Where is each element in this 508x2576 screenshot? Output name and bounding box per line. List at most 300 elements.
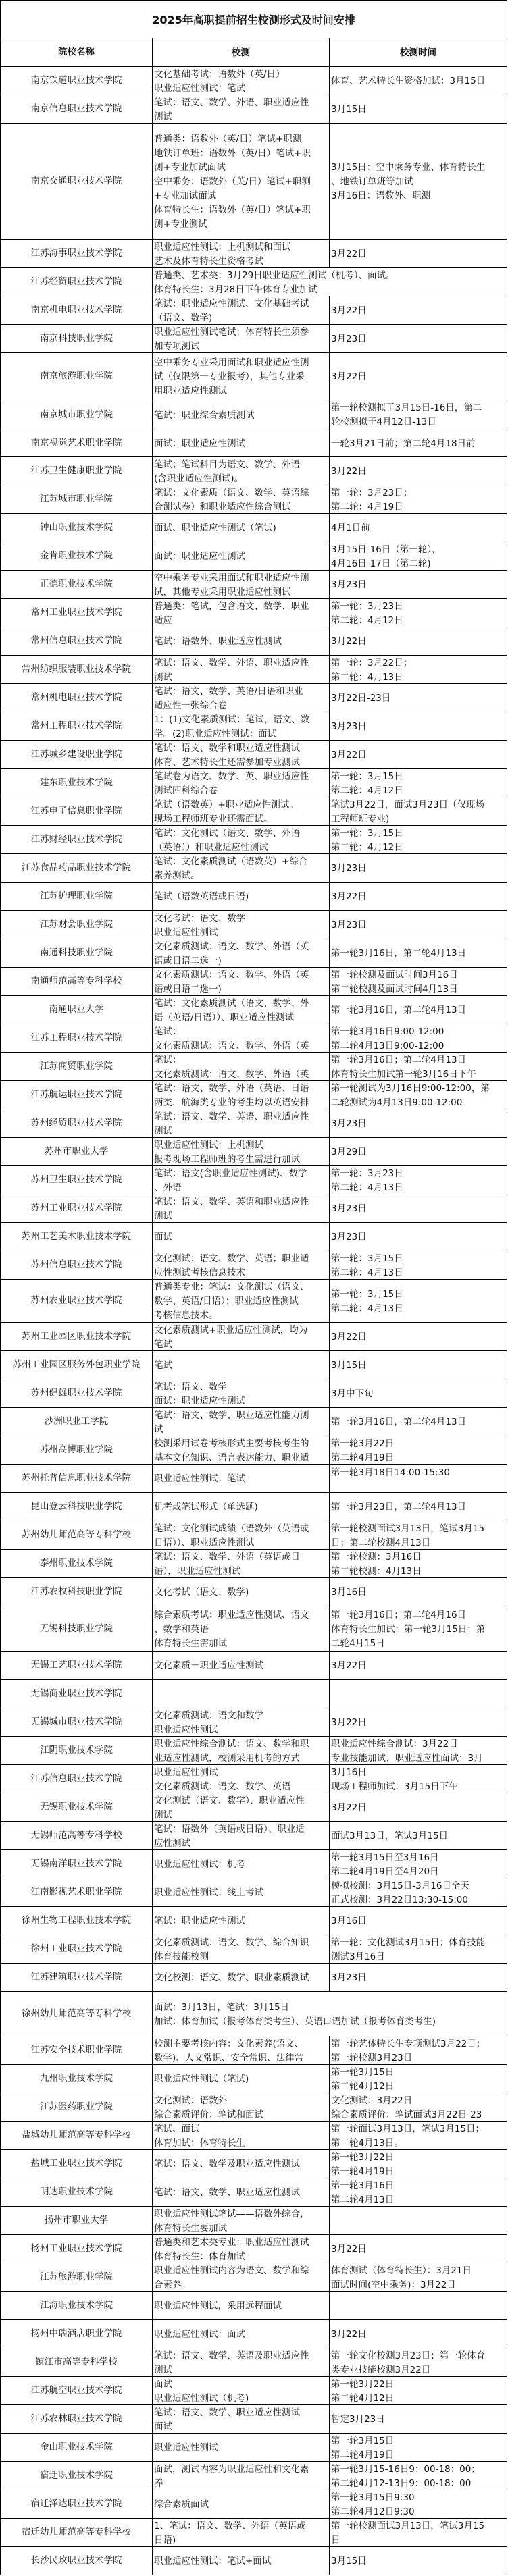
- cell-line: 测试: [154, 1125, 172, 1136]
- cell-line: 笔试；笔试科目为语文、数学、外语: [154, 458, 300, 470]
- cell-line: 3月22日: [331, 891, 367, 902]
- school-name-cell: 江苏经贸职业技术学院: [1, 268, 153, 296]
- school-name-cell: 南京旅游职业学院: [1, 353, 153, 400]
- cell-line: 机考或笔试形式（单选题): [154, 1502, 258, 1513]
- test-form-cell: [153, 95, 330, 123]
- cell-line: 艺术及体育特长生资格考试: [154, 255, 263, 267]
- test-form-cell: [153, 1822, 330, 1849]
- cell-line: 日: [331, 2534, 340, 2546]
- cell-line: 试: [154, 1423, 163, 1435]
- school-name-cell: 无锡南洋职业技术学院: [1, 1850, 153, 1878]
- test-time-cell: [330, 1323, 507, 1350]
- table-row: [1, 2348, 507, 2377]
- cell-line: 文化素质测试+职业适应性测试，均为: [154, 1324, 308, 1336]
- table-row: [1, 2150, 507, 2178]
- cell-line: 职业适应性测试笔试；体育特长生须参: [154, 326, 309, 338]
- test-form-cell: [153, 1251, 330, 1279]
- table-row: [1, 1194, 507, 1223]
- cell-line: 笔试：语文、数学、职业适应性测试: [154, 2407, 300, 2418]
- cell-line: 业适应性测试，校测采用机考的方式: [154, 1752, 300, 1764]
- cell-line: 笔试：文化素质测试（语数英）+综合: [154, 856, 308, 867]
- test-time-cell: [330, 514, 507, 542]
- school-name-cell: 徐州工业职业技术学院: [1, 1935, 153, 1963]
- cell-line: 第一轮：3月15日: [331, 1253, 403, 1264]
- cell-line: 第一轮：3月15日: [331, 827, 403, 839]
- school-name-cell: 江苏安全技术职业学院: [1, 2036, 153, 2064]
- table-row: [1, 1964, 507, 1992]
- cell-line: 职业适应性测试: [154, 2442, 218, 2453]
- test-time-cell: [330, 1081, 507, 1109]
- school-name-cell: 江苏建筑职业技术学院: [1, 1964, 153, 1991]
- cell-line: 笔试：职业适应性测试、文化基础考试: [154, 298, 309, 309]
- cell-line: 3月16日: [331, 1916, 367, 1926]
- table-row: [1, 514, 507, 542]
- cell-line: 日语））、职业适应性测试: [154, 1537, 255, 1548]
- cell-line: 体育特长生加试：第一轮3月15日；第: [331, 1623, 486, 1635]
- test-time-cell: [330, 627, 507, 655]
- school-name-cell: 苏州信息职业技术学院: [1, 1251, 153, 1279]
- test-form-cell: [153, 1323, 330, 1350]
- test-form-cell: [153, 1652, 330, 1679]
- test-time-cell: [330, 939, 507, 967]
- cell-line: 体育特长生：语数外（英/日）笔试+职: [154, 205, 311, 215]
- cell-line: 校测主要考核内容：文化素养(语文、: [154, 2038, 304, 2049]
- cell-line: 第一轮3月15日: [331, 2066, 395, 2078]
- cell-line: 空中乘务专业采用面试和职业适应性测: [154, 357, 309, 368]
- table-row: [1, 2036, 507, 2065]
- cell-line: 第一轮3月16日；第二轮4月13日: [331, 1054, 467, 1066]
- cell-line: 第一轮：文化测试3月15日；体育技能: [331, 1937, 486, 1948]
- test-time-cell: [330, 2490, 507, 2518]
- test-form-cell: [153, 1550, 330, 1577]
- cell-line: 面试：职业适应性测试: [154, 551, 245, 562]
- school-name-cell: 苏州市职业大学: [1, 1138, 153, 1165]
- test-form-cell: [153, 2348, 330, 2376]
- test-time-cell: [330, 1878, 507, 1906]
- cell-line: 模拟校测：3月15日-3月16日全天: [331, 1880, 469, 1891]
- cell-line: 职业适应性测试：上机测试: [154, 1139, 263, 1151]
- test-time-cell: [330, 1024, 507, 1052]
- cell-line: 3月22日: [331, 371, 367, 382]
- test-form-cell: [153, 514, 330, 542]
- school-name-cell: 江苏旅游职业学院: [1, 2263, 153, 2291]
- school-name-cell: 南京铁道职业技术学院: [1, 67, 153, 95]
- test-form-cell: [153, 769, 330, 797]
- table-row: [1, 2405, 507, 2434]
- cell-line: 笔试: [154, 1338, 172, 1350]
- cell-line: 测+专业加试面试: [154, 162, 226, 173]
- cell-line: 笔试：语文、数学及职业适应性测试: [154, 2159, 300, 2170]
- table-row: [1, 826, 507, 854]
- test-time-cell: [330, 854, 507, 882]
- school-name-cell: 金肯职业技术学院: [1, 542, 153, 570]
- test-time-cell: [330, 1436, 507, 1464]
- table-row: [1, 1024, 507, 1053]
- cell-line: 地铁订单班：语数外（英/日）笔试+职: [154, 148, 311, 159]
- cell-line: 3月22日: [331, 248, 367, 259]
- cell-line: 3月23日: [331, 920, 367, 930]
- test-form-cell: [153, 429, 330, 456]
- school-name-cell: 常州机电职业技术学院: [1, 684, 153, 712]
- test-form-cell: [153, 741, 330, 768]
- school-name-cell: 江苏航运职业技术学院: [1, 1081, 153, 1109]
- table-row: [1, 2235, 507, 2263]
- school-name-cell: 苏州农业职业技术学院: [1, 1280, 153, 1322]
- test-form-cell: [153, 2490, 330, 2518]
- cell-line: 第一轮校测3月23日: [331, 2052, 413, 2064]
- cell-line: 文化基础考试：语数外（英/日）: [154, 68, 285, 80]
- test-time-cell: [330, 741, 507, 768]
- test-form-cell: [153, 2178, 330, 2206]
- table-row: [1, 996, 507, 1024]
- cell-line: 笔试：文化素质测试（语文、数学、外: [154, 997, 309, 1009]
- test-form-cell: [153, 67, 330, 95]
- table-row: [1, 1737, 507, 1765]
- cell-line: 第一轮3月16日，第二轮4月13日: [331, 1005, 467, 1016]
- table-row: [1, 1379, 507, 1408]
- school-name-cell: 江苏财经职业技术学院: [1, 826, 153, 853]
- test-form-cell: [153, 2036, 330, 2064]
- test-form-cell: [153, 571, 330, 598]
- test-form-cell: [153, 296, 330, 324]
- cell-line: 笔试3月22日，面试3月23日（仅现场: [331, 799, 485, 810]
- school-name-cell: 江苏食品药品职业技术学院: [1, 854, 153, 882]
- cell-line: 第一轮3月16日；第二轮4月16日: [331, 1609, 467, 1621]
- cell-line: 第二轮4月13日9:00-12:00: [331, 1040, 444, 1051]
- cell-line: 3月16日: [331, 1766, 367, 1778]
- table-row: [1, 1251, 507, 1280]
- cell-line: 类专业技能校测3月22日: [331, 2364, 431, 2375]
- cell-line: 笔试：语文、数学、英语、职业适应性: [154, 1111, 309, 1122]
- cell-line: 笔试：语文、数学、英语/日语和职业: [154, 685, 303, 697]
- test-time-cell: [330, 1138, 507, 1165]
- cell-line: 职业适应性测试内容为语文、数学和综: [154, 2265, 309, 2276]
- cell-line: 职业适应性测试（机考): [154, 2392, 249, 2404]
- table-row: [1, 712, 507, 741]
- school-name-cell: 南京科技职业学院: [1, 325, 153, 352]
- cell-line: 数学)、人文常识、安全常识、法律常: [154, 2052, 304, 2064]
- test-time-cell: [330, 1053, 507, 1080]
- test-time-cell: [330, 2348, 507, 2376]
- test-form-cell: [153, 1379, 330, 1407]
- school-name-cell: 扬州工业职业技术学院: [1, 2235, 153, 2263]
- cell-line: 3月15日: [331, 2556, 367, 2567]
- test-time-cell: [330, 2462, 507, 2490]
- school-name-cell: 盐城幼儿师范高等专科学校: [1, 2122, 153, 2149]
- school-name-cell: 扬州中瑞酒店职业学院: [1, 2320, 153, 2348]
- test-time-cell: [330, 400, 507, 429]
- cell-line: 3月22日: [331, 750, 367, 760]
- cell-line: 职业适应性测试：笔试: [154, 1473, 245, 1484]
- school-name-cell: 苏州卫生职业技术学院: [1, 1166, 153, 1194]
- test-form-cell: [153, 457, 330, 485]
- cell-line: 第一轮3月16日: [331, 2180, 395, 2191]
- cell-line: 综合素质考试：职业适应性测试、语文: [154, 1609, 309, 1621]
- table-row: [1, 1765, 507, 1793]
- table-row: [1, 240, 507, 268]
- cell-line: 文化素质测试：语文、数学、英语: [154, 1781, 291, 1792]
- test-form-cell: [153, 2320, 330, 2348]
- school-name-cell: 无锡工艺职业技术学院: [1, 1652, 153, 1679]
- test-form-cell: [153, 485, 330, 513]
- school-name-cell: 江苏医药职业学院: [1, 2093, 153, 2121]
- test-form-cell: [153, 797, 330, 825]
- cell-line: 第二轮：4月13日: [331, 1303, 403, 1314]
- table-row: [1, 2320, 507, 2348]
- table-row: [1, 296, 507, 325]
- cell-line: 文化测试：语数外: [154, 2095, 227, 2106]
- cell-line: 笔试：语文、数学、外语（英语、日语: [154, 1082, 309, 1094]
- cell-line: 笔试：语文、数学、外语、职业适应性: [154, 657, 309, 668]
- test-form-cell: [153, 2235, 330, 2263]
- cell-line: 加试：体育加试（报考体育类考生）、英语口语加试（报考体育类考生): [154, 2016, 436, 2027]
- school-name-cell: 徐州生物工程职业技术学院: [1, 1907, 153, 1935]
- table-row: [1, 2178, 507, 2207]
- cell-line: 日语): [154, 2534, 176, 2546]
- test-form-cell: [153, 353, 330, 400]
- cell-line: 职业适应性测试：线上考试: [154, 1887, 263, 1898]
- cell-line: 3月中下旬: [331, 1388, 374, 1399]
- cell-line: 文化测试：语文、数学、英语；职业适: [154, 1253, 309, 1264]
- table-row: [1, 325, 507, 353]
- test-time-cell: [330, 712, 507, 740]
- cell-line: 3月23日: [331, 1203, 367, 1214]
- cell-line: 笔试：文化测试（语文、数学、外语: [154, 827, 300, 839]
- school-name-cell: 江苏商贸职业学院: [1, 1053, 153, 1080]
- cell-line: 试（仅限第一专业报考），其他专业采: [154, 371, 305, 382]
- cell-line: 文化素质测试：语文、数学、外语（英: [154, 1068, 309, 1080]
- test-form-cell: [153, 124, 330, 239]
- cell-line: 第二轮4月12日: [331, 2080, 395, 2092]
- test-time-cell: [330, 2093, 507, 2121]
- cell-line: 应性测试考核信息技术: [154, 1267, 245, 1278]
- cell-line: 第二轮4月13日: [331, 2194, 395, 2205]
- test-time-cell: [330, 296, 507, 324]
- cell-line: 面试：职业适应性测试: [154, 1395, 245, 1407]
- cell-line: 笔试：职业适应性测试: [154, 1916, 245, 1926]
- table-row: [1, 2122, 507, 2150]
- cell-line: 、外语: [154, 1182, 182, 1193]
- test-time-cell: [330, 968, 507, 995]
- table-row: [1, 1280, 507, 1323]
- cell-line: 3月22日: [331, 636, 367, 647]
- cell-line: 测试: [154, 1809, 172, 1820]
- cell-line: 笔试：语文(含职业适应性测试)、数学: [154, 1167, 307, 1179]
- test-form-cell: [153, 2207, 330, 2234]
- cell-line: 暂定3月23日: [331, 2414, 385, 2425]
- test-time-cell: [330, 1737, 507, 1764]
- school-name-cell: 南京机电职业技术学院: [1, 296, 153, 324]
- cell-line: 3月29日: [331, 1147, 367, 1157]
- cell-line: 空中乘务专业采用面试和职业适应性测: [154, 572, 309, 583]
- cell-line: 适应: [154, 614, 172, 626]
- cell-line: 笔试：语数外（英语或日语）、职业适: [154, 1823, 305, 1835]
- cell-line: 第一轮艺体特长生专项测试3月22日；: [331, 2038, 486, 2049]
- cell-line: 第一轮校测：3月16日: [331, 1551, 422, 1562]
- table-row: [1, 485, 507, 514]
- table-row: [1, 2462, 507, 2490]
- cell-line: 职业适应性测试: [154, 1724, 218, 1735]
- cell-line: 第一轮校测面试3月13日，笔试3月15: [331, 2520, 485, 2531]
- table-row: [1, 1223, 507, 1251]
- cell-line: 测试: [154, 111, 172, 122]
- school-name-cell: 无锡城市职业技术学院: [1, 1708, 153, 1736]
- test-time-cell: [330, 2377, 507, 2404]
- table-row: [1, 542, 507, 571]
- cell-line: 笔试、面试: [154, 2123, 200, 2134]
- cell-line: 一轮3月21日前；第二轮4月18日前: [331, 438, 476, 449]
- test-time-cell: [330, 1465, 507, 1492]
- school-name-cell: 无锡师范高等专科学校: [1, 1822, 153, 1849]
- school-name-cell: 苏州经贸职业技术学院: [1, 1109, 153, 1137]
- cell-line: 综合素质评价：笔试和面试: [154, 2109, 263, 2120]
- cell-line: 职业适应性测试：笔试: [154, 82, 245, 94]
- test-form-cell: [153, 1737, 330, 1764]
- school-name-cell: 明达职业技术学院: [1, 2178, 153, 2206]
- cell-line: 适应性一张综合卷: [154, 700, 227, 711]
- school-name-cell: 建东职业技术学院: [1, 769, 153, 797]
- cell-line: 文化素质测试：语文、数学、外语（英: [154, 941, 309, 952]
- cell-line: 面试3月13日，笔试3月15日: [331, 1831, 449, 1841]
- cell-line: 3月15日: [331, 104, 367, 115]
- table-row: [1, 1680, 507, 1708]
- school-name-cell: 宿迁幼儿师范高等专科学校: [1, 2519, 153, 2546]
- cell-line: 普通类：笔试，包含语文、数学、职业: [154, 600, 309, 612]
- test-form-cell: [153, 2462, 330, 2490]
- table-row: [1, 769, 507, 797]
- test-time-cell: [330, 996, 507, 1024]
- cell-line: 第一轮校测拟于3月15日-16日，第二: [331, 402, 482, 413]
- school-name-cell: 苏州工业职业技术学院: [1, 1194, 153, 1222]
- table-row: [1, 1992, 507, 2036]
- test-time-cell: [330, 2519, 507, 2546]
- cell-line: （语文、数学): [154, 312, 213, 323]
- cell-line: 体育特长生：3月28日下午体育专业加试: [154, 284, 318, 295]
- school-name-cell: 无锡商业职业技术学院: [1, 1680, 153, 1708]
- cell-line: 3月15日: [331, 1360, 367, 1371]
- test-time-cell: [330, 1907, 507, 1935]
- test-form-cell: [153, 1708, 330, 1736]
- cell-line: 第一轮3月22日: [331, 1438, 395, 1449]
- cell-line: 职业适应性测试笔试——语数外综合，: [154, 2208, 309, 2219]
- cell-line: 职业适应性综合测试：语文、数学和职: [154, 1738, 309, 1750]
- table-row: [1, 400, 507, 429]
- cell-line: 养: [154, 2477, 163, 2489]
- test-time-cell: [330, 2036, 507, 2064]
- test-form-cell: [153, 1964, 330, 1991]
- cell-line: 第二轮：4月13日: [331, 671, 403, 683]
- cell-line: 3月15日-16日（第一轮），: [331, 544, 441, 555]
- cell-line: 学。(2)职业适应性测试：面试: [154, 728, 277, 739]
- cell-line: 面试: [154, 2421, 172, 2432]
- test-time-cell: [330, 67, 507, 95]
- school-name-cell: 南京交通职业技术学院: [1, 124, 153, 239]
- school-name-cell: 苏州高博职业学院: [1, 1436, 153, 1464]
- cell-line: （英语））和职业适应性测试: [154, 841, 268, 853]
- test-time-cell: [330, 1251, 507, 1279]
- test-time-cell: [330, 95, 507, 123]
- cell-line: 两类，航海类专业的考生均以英语安排: [154, 1097, 309, 1108]
- cell-line: 第一轮3月15日至3月16日: [331, 1851, 439, 1863]
- school-name-cell: 常州工程职业技术学院: [1, 712, 153, 740]
- test-form-cell: [153, 240, 330, 267]
- school-name-cell: 南通职业大学: [1, 996, 153, 1024]
- cell-line: 面试，测试内容为职业适应性和文化素: [154, 2463, 309, 2475]
- cell-line: 第一轮：3月23日: [331, 1167, 403, 1179]
- table-row: [1, 2065, 507, 2093]
- table-row: [1, 1793, 507, 1822]
- school-name-cell: 苏州健雄职业技术学院: [1, 1379, 153, 1407]
- table-row: [1, 1878, 507, 1907]
- test-time-cell: [330, 599, 507, 627]
- cell-line: 文化素质测试：语文、数学、外语（英: [154, 1040, 309, 1051]
- table-row: [1, 2093, 507, 2122]
- test-time-cell: [330, 2122, 507, 2149]
- test-form-cell: [153, 1408, 330, 1436]
- cell-line: 3月22日: [331, 1332, 367, 1342]
- table-row: [1, 1138, 507, 1166]
- test-form-cell: [153, 2519, 330, 2546]
- test-form-cell: [153, 854, 330, 882]
- cell-line: 4月16日-17日（第二轮): [331, 558, 431, 569]
- test-form-cell: [153, 599, 330, 627]
- test-form-cell: [153, 1166, 330, 1194]
- school-name-cell: 苏州幼儿师范高等专科学校: [1, 1521, 153, 1549]
- cell-line: 文化校测：语文、数学、职业素质测试: [154, 1972, 309, 1983]
- table-row: [1, 1081, 507, 1109]
- test-form-cell: [153, 2093, 330, 2121]
- test-time-cell: [330, 1765, 507, 1793]
- school-name-cell: 江苏城市职业学院: [1, 485, 153, 513]
- cell-line: 笔试：语数外、职业适应性测试: [154, 636, 282, 647]
- test-time-cell: [330, 2178, 507, 2206]
- table-row: [1, 1493, 507, 1521]
- cell-line: 职业适应性测试，采用远程面试: [154, 2301, 282, 2311]
- cell-line: 职业适应性综合测试：3月22日: [331, 1738, 458, 1750]
- table-row: [1, 2547, 507, 2575]
- cell-line: 第一轮面试3月13日，笔试3月15日；: [331, 2123, 485, 2134]
- cell-line: 3月23日: [331, 1232, 367, 1242]
- cell-line: 面试时间(空中乘务)：3月22日: [331, 2279, 456, 2290]
- test-form-cell: [153, 1436, 330, 1464]
- test-form-cell: [153, 1024, 330, 1052]
- test-form-cell: [153, 2263, 330, 2291]
- school-name-cell: 苏州托普信息职业技术学院: [1, 1465, 153, 1492]
- test-form-cell: [153, 1109, 330, 1137]
- table-row: [1, 1935, 507, 1964]
- cell-line: 考核信息技术。: [154, 1310, 218, 1321]
- cell-line: 3月23日: [331, 579, 367, 590]
- test-time-cell: [330, 1351, 507, 1379]
- table-row: [1, 1850, 507, 1878]
- cell-line: 3月22日: [331, 1660, 367, 1671]
- table-row: [1, 1351, 507, 1379]
- cell-line: 职业适应性测试: [154, 1766, 218, 1778]
- cell-line: 体育加试：体育特长生: [154, 2137, 245, 2149]
- test-form-cell: [153, 968, 330, 995]
- table-row: [1, 67, 507, 95]
- school-name-cell: 江苏卫生健康职业学院: [1, 457, 153, 485]
- cell-line: 职业适应性测试：笔试+面试: [154, 2556, 272, 2567]
- cell-line: 第二轮4月19日至4月20日: [331, 1866, 439, 1877]
- school-name-cell: 无锡职业技术学院: [1, 1793, 153, 1821]
- table-row: [1, 797, 507, 826]
- table-row: [1, 1166, 507, 1194]
- cell-line: 笔试：语文、数学、职业适应性能力测: [154, 1409, 309, 1421]
- table-row: [1, 911, 507, 939]
- cell-line: 二轮4月15日: [331, 1637, 385, 1649]
- cell-line: 第一轮：3月15日: [331, 770, 403, 782]
